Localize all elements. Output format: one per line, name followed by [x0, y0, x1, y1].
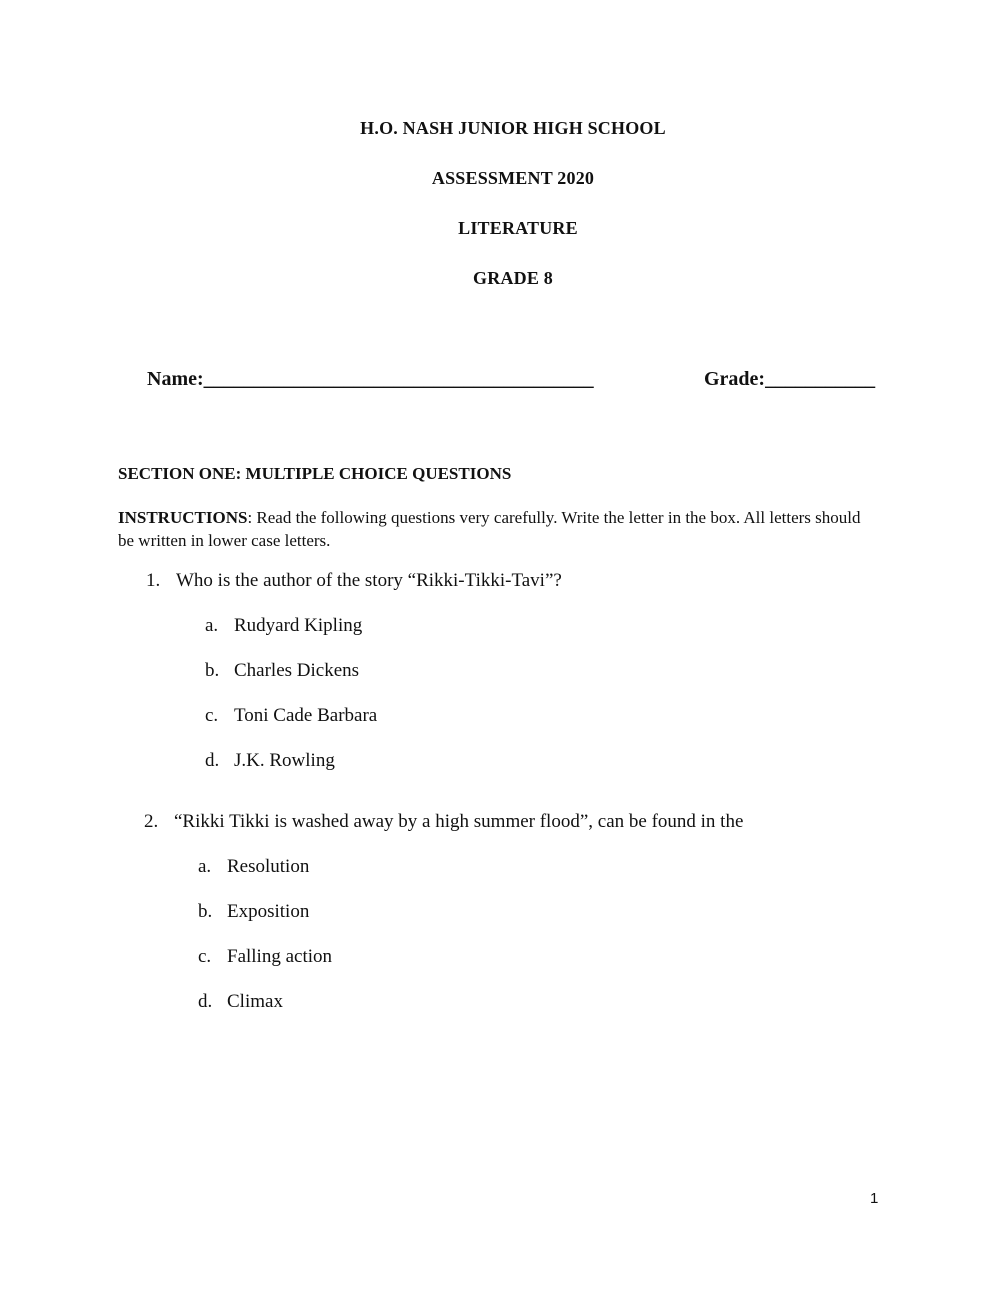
option-letter: c.: [198, 946, 212, 967]
subject-title: LITERATURE: [458, 218, 578, 238]
option-letter: a.: [205, 615, 219, 636]
option-text: Falling action: [227, 946, 333, 967]
section-title: SECTION ONE: MULTIPLE CHOICE QUESTIONS: [118, 464, 512, 483]
option-text: Charles Dickens: [234, 660, 360, 681]
option-item: [205, 660, 377, 705]
option-text: Toni Cade Barbara: [234, 705, 378, 726]
question-number: 2.: [144, 811, 159, 832]
option-item: [205, 705, 377, 750]
name-field: Name:_______________________________________: [147, 368, 594, 390]
option-text: Climax: [227, 991, 283, 1012]
question-2: [144, 811, 743, 833]
option-text: Exposition: [227, 901, 310, 922]
option-text: J.K. Rowling: [234, 750, 335, 771]
option-text: Rudyard Kipling: [234, 615, 363, 636]
option-letter: d.: [198, 991, 213, 1012]
option-text: Resolution: [227, 856, 310, 877]
grade-title: GRADE 8: [473, 268, 553, 288]
grade-field: Grade:___________: [704, 368, 876, 390]
question-1: [146, 570, 562, 592]
instructions-text: : Read the following questions very carefully. Write the letter in the box. All letters should be written in lower case letters.: [118, 508, 861, 550]
instructions: [118, 506, 878, 552]
question-text: Who is the author of the story “Rikki-Tikki-Tavi”?: [176, 570, 562, 591]
option-letter: b.: [205, 660, 220, 681]
option-letter: c.: [205, 705, 219, 726]
question-1-options: [205, 615, 377, 795]
instructions-label: INSTRUCTIONS: [118, 508, 248, 527]
question-2-options: [198, 856, 332, 1036]
question-number: 1.: [146, 570, 161, 591]
option-item: [198, 946, 332, 991]
school-name: H.O. NASH JUNIOR HIGH SCHOOL: [360, 118, 666, 138]
option-letter: d.: [205, 750, 220, 771]
option-item: [205, 750, 377, 795]
option-letter: b.: [198, 901, 213, 922]
option-item: [198, 856, 332, 901]
option-item: [205, 615, 377, 660]
question-text: “Rikki Tikki is washed away by a high summer flood”, can be found in the: [174, 811, 744, 832]
assessment-title: ASSESSMENT 2020: [431, 168, 595, 188]
option-letter: a.: [198, 856, 212, 877]
option-item: [198, 991, 332, 1036]
option-item: [198, 901, 332, 946]
page-number: 1: [870, 1190, 879, 1207]
